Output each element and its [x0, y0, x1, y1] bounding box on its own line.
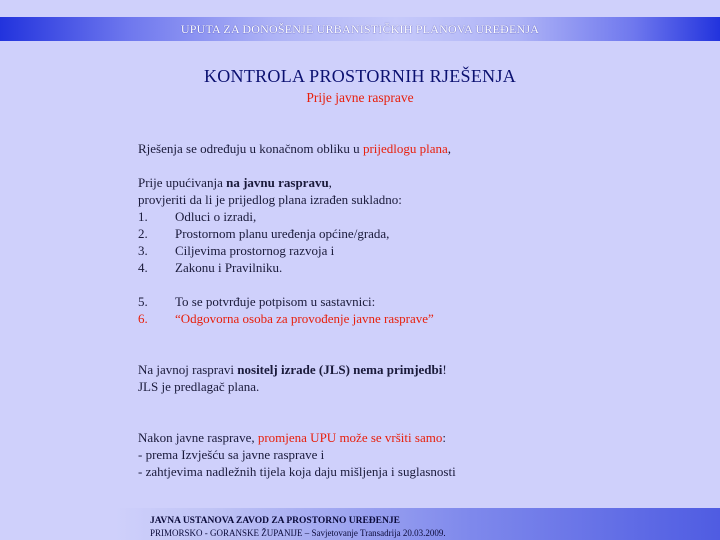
list-text: “Odgovorna osoba za provođenje javne rasprave” [175, 311, 434, 326]
list-number: 1. [138, 209, 148, 224]
highlight-no-objections: nositelj izrade (JLS) nema primjedbi [237, 362, 443, 377]
paragraph-public-debate [138, 361, 698, 395]
dash-item: - prema Izvješću sa javne rasprave i [138, 447, 325, 462]
page-title: KONTROLA PROSTORNIH RJEŠENJA [203, 66, 517, 86]
list-item [138, 293, 698, 310]
paragraph-signature [138, 293, 698, 327]
text: , [328, 175, 332, 190]
check-intro: provjeriti da li je prijedlog plana izrađen sukladno: [138, 192, 402, 207]
text: Nakon javne rasprave, [138, 430, 258, 445]
list-item [138, 208, 698, 225]
list-text: Zakonu i Pravilniku. [175, 260, 283, 275]
text: Prije upućivanja [138, 175, 227, 190]
dash-item: - zahtjevima nadležnih tijela koja daju mišljenja i suglasnosti [138, 464, 456, 479]
list-number: 4. [138, 260, 148, 275]
paragraph-before-public-debate [138, 174, 698, 276]
text: Na javnoj raspravi [138, 362, 238, 377]
list-number: 6. [138, 311, 148, 326]
header-title: UPUTA ZA DONOŠENJE URBANISTIČKIH PLANOVA UREĐENJA [180, 22, 540, 36]
list-item [138, 259, 698, 276]
list-number: 2. [138, 226, 148, 241]
text: , [447, 141, 452, 156]
list-number: 3. [138, 243, 148, 258]
list-item [138, 225, 698, 242]
text: ! [442, 362, 447, 377]
list-item [138, 310, 698, 327]
footer-institution: JAVNA USTANOVA ZAVOD ZA PROSTORNO UREĐENJE [150, 516, 400, 526]
highlight-proposal: prijedlogu plana [362, 141, 448, 156]
list-text: Prostornom planu uređenja općine/grada, [175, 226, 390, 241]
paragraph-final-form [138, 140, 698, 157]
list-number: 5. [138, 294, 148, 309]
list-text: Ciljevima prostornog razvoja i [175, 243, 335, 258]
paragraph-after-debate [138, 429, 698, 480]
page-subtitle: Prije javne rasprave [306, 90, 414, 105]
text: : [442, 430, 446, 445]
footer-event: PRIMORSKO - GORANSKE ŽUPANIJE – Savjetovanje Transadrija 20.03.2009. [150, 528, 446, 538]
list-text: To se potvrđuje potpisom u sastavnici: [175, 294, 376, 309]
text: Rješenja se određuju u konačnom obliku u [138, 141, 363, 156]
list-text: Odluci o izradi, [175, 209, 257, 224]
proposer-note: JLS je predlagač plana. [138, 379, 260, 394]
highlight-changes: promjena UPU može se vršiti samo [257, 430, 443, 445]
slide-content [138, 140, 698, 480]
highlight-public-debate: na javnu raspravu [226, 175, 329, 190]
list-item [138, 242, 698, 259]
